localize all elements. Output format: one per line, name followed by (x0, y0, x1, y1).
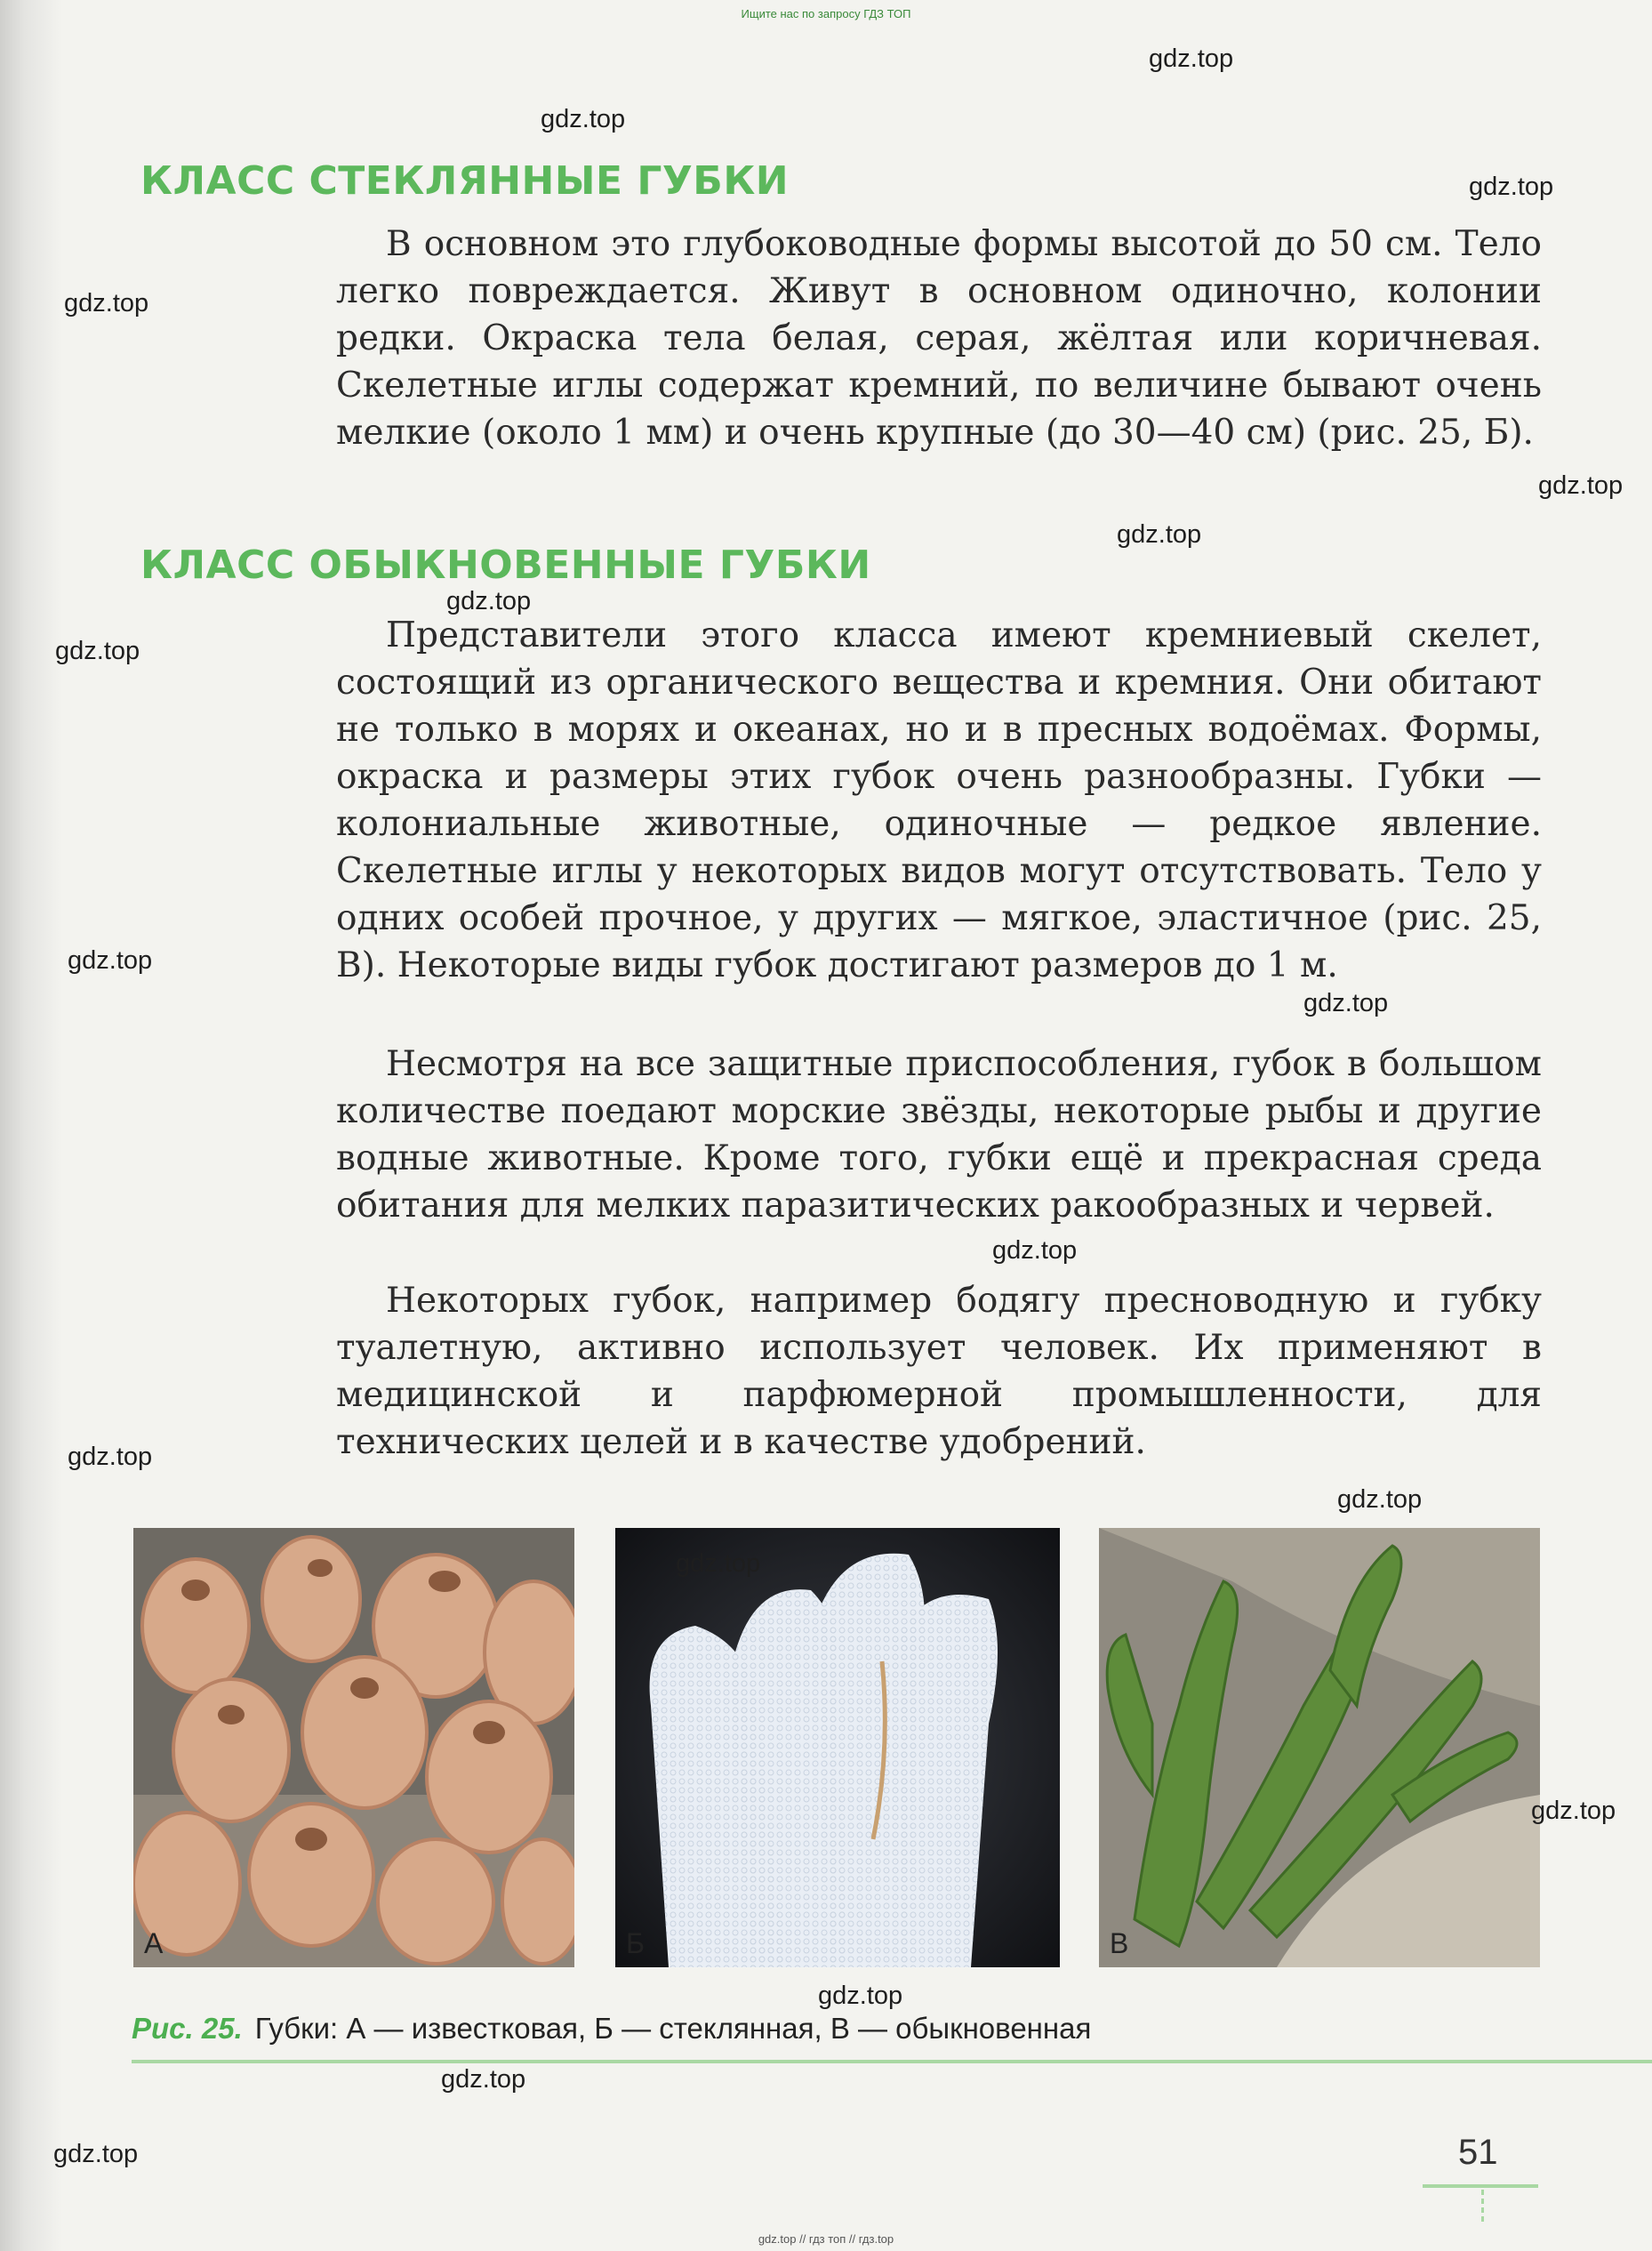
page-number: 51 (1458, 2133, 1498, 2172)
watermark: gdz.top (68, 946, 153, 975)
page-number-rule (1423, 2184, 1538, 2188)
watermark: gdz.top (1337, 1485, 1423, 1514)
glass-sponge-photo-icon (615, 1528, 1060, 1967)
watermark: gdz.top (541, 105, 626, 133)
watermark: gdz.top (676, 1549, 761, 1578)
calcareous-sponge-photo-icon (133, 1528, 574, 1967)
watermark: gdz.top (441, 2065, 526, 2094)
watermark: gdz.top (64, 289, 149, 318)
paragraph-text: Некоторых губок, например бодягу пресноводную и губку туалетную, активно использует человек. Их применяют в медицинской и парфюмерной промышленности, для технических целей и в качестве удобрений. (336, 1281, 1542, 1462)
book-spine-shadow (0, 0, 62, 2251)
watermark: gdz.top (446, 587, 532, 615)
photo-calcareous-sponge (133, 1528, 574, 1967)
watermark: gdz.top (1469, 173, 1554, 201)
watermark: gdz.top (1531, 1797, 1616, 1825)
paragraph-common-sponges-3 (336, 1277, 1542, 1466)
photo-label-c: В (1110, 1927, 1129, 1959)
photo-glass-sponge (615, 1528, 1060, 1967)
watermark: gdz.top (53, 2140, 139, 2168)
paragraph-text: Представители этого класса имеют кремниевый скелет, состоящий из органического вещества и кремния. Они обитают не только в морях и океанах, но и в пресных водоёмах. Формы, окраска и размеры этих губок очень разнообразны. Губки — колониальные животные, одиночные — редкое явление. Скелетные иглы у некоторых видов могут отсутствовать. Тело у одних особей прочное, у других — мягкое, эластичное (рис. 25, В). Некоторые виды губок достигают размеров до 1 м. (336, 615, 1542, 985)
paragraph-text: В основном это глубоководные формы высотой до 50 см. Тело легко повреждается. Живут в основном одиночно, колонии редки. Окраска тела белая, серая, жёлтая или коричневая. Скелетные иглы содержат кремний, по величине бывают очень мелкие (около 1 мм) и очень крупные (до 30—40 см) (рис. 25, Б). (336, 224, 1542, 453)
watermark: gdz.top (1303, 989, 1389, 1017)
watermark: gdz.top (1117, 520, 1202, 549)
photo-common-sponge (1099, 1528, 1540, 1967)
paragraph-glass-sponges (336, 221, 1542, 456)
watermark: gdz.top (818, 1982, 903, 2010)
figure-caption (132, 2012, 1091, 2046)
paragraph-common-sponges-2 (336, 1041, 1542, 1229)
photo-label-a: А (144, 1927, 164, 1959)
watermark: gdz.top (68, 1443, 153, 1471)
page-number-tick (1481, 2190, 1484, 2223)
watermark: gdz.top (1149, 44, 1234, 73)
paragraph-text: Несмотря на все защитные приспособления, губок в большом количестве поедают морские звёзды, некоторые рыбы и другие водные животные. Кроме того, губки ещё и прекрасная среда обитания для мелких паразитических ракообразных и червей. (336, 1044, 1542, 1226)
paragraph-common-sponges-1 (336, 612, 1542, 989)
figure-number: Рис. 25. (132, 2012, 243, 2045)
top-banner[interactable]: Ищите нас по запросу ГДЗ ТОП (741, 7, 911, 20)
watermark: gdz.top (1538, 471, 1624, 500)
section-title-glass-sponges: КЛАСС СТЕКЛЯННЫЕ ГУБКИ (140, 158, 790, 204)
watermark: gdz.top (55, 637, 140, 665)
watermark: gdz.top (992, 1236, 1078, 1265)
caption-divider (132, 2060, 1652, 2063)
bottom-banner[interactable]: gdz.top // гдз топ // гдз.top (758, 2232, 894, 2246)
figure-caption-text: Губки: А — известковая, Б — стеклянная, В — обыкновенная (254, 2012, 1092, 2045)
section-title-common-sponges: КЛАСС ОБЫКНОВЕННЫЕ ГУБКИ (140, 543, 871, 588)
photo-label-b: Б (626, 1927, 645, 1959)
common-sponge-photo-icon (1099, 1528, 1540, 1967)
